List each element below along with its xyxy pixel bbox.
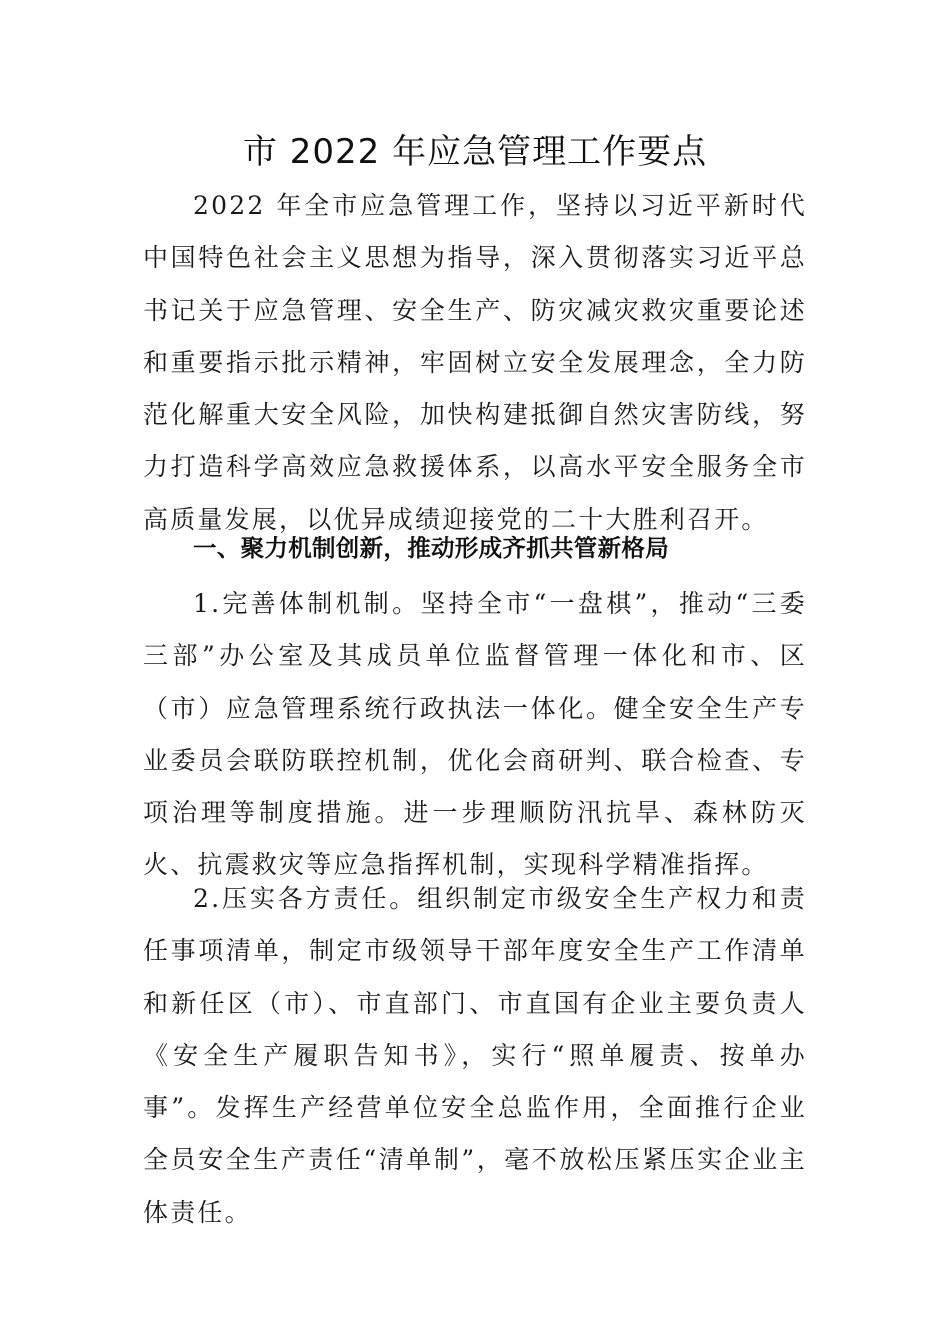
document-title: 市 2022 年应急管理工作要点 [242, 132, 708, 172]
section-1-item-1: 1.完善体制机制。坚持全市“一盘棋”，推动“三委三部”办公室及其成员单位监督管理一体化和市、区（市）应急管理系统行政执法一体化。健全安全生产专业委员会联防联控机制，优化会商研判、联合检查、专项治理等制度措施。进一步理顺防汛抗旱、森林防灭火、抗震救灾等应急指挥机制，实现科学精准指挥。 [143, 589, 807, 880]
section-1-heading: 一、聚力机制创新，推动形成齐抓共管新格局 [193, 534, 669, 562]
section-1-item-2: 2.压实各方责任。组织制定市级安全生产权力和责任事项清单，制定市级领导干部年度安全生产工作清单和新任区（市）、市直部门、市直国有企业主要负责人《安全生产履职告知书》，实行“照单履责、按单办事”。发挥生产经营单位安全总监作用，全面推行企业全员安全生产责任“清单制”，毫不放松压紧压实企业主体责任。 [143, 884, 807, 1227]
intro-paragraph: 2022 年全市应急管理工作，坚持以习近平新时代中国特色社会主义思想为指导，深入贯彻落实习近平总书记关于应急管理、安全生产、防灾减灾救灾重要论述和重要指示批示精神，牢固树立安全发展理念，全力防范化解重大安全风险，加快构建抵御自然灾害防线，努力打造科学高效应急救援体系，以高水平安全服务全市高质量发展，以优异成绩迎接党的二十大胜利召开。 [143, 191, 807, 534]
